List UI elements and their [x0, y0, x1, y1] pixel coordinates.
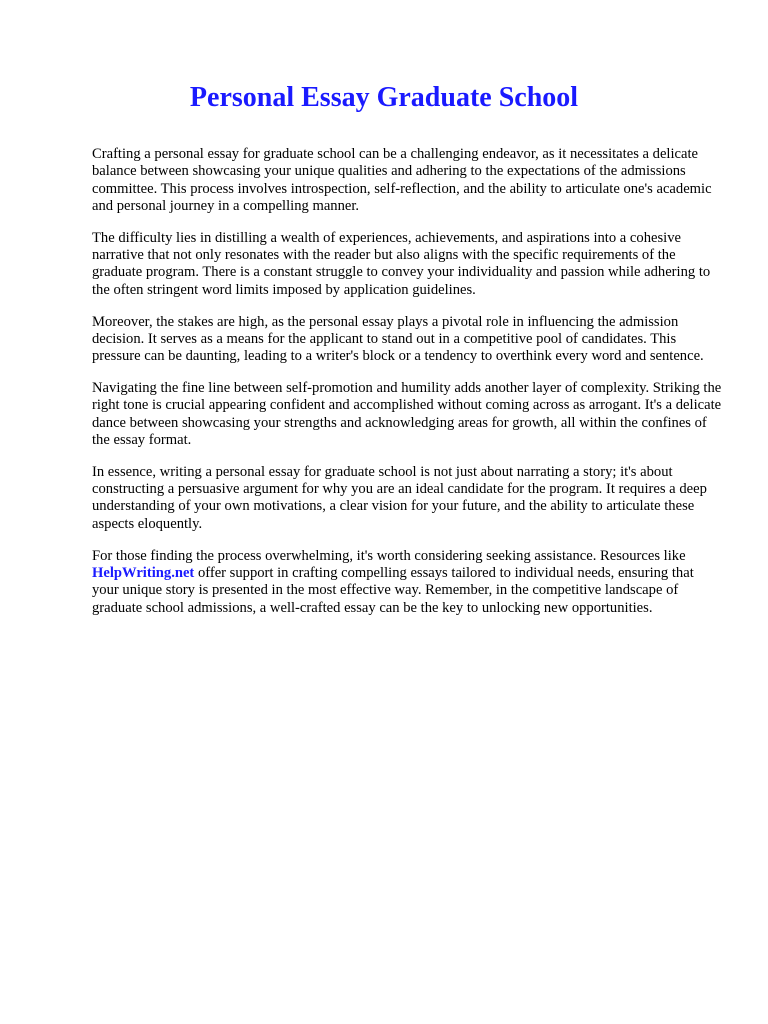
paragraph-6-intro: For those finding the process overwhelming, it's worth considering seeking assistance. Resources like [92, 547, 686, 564]
paragraph-5: In essence, writing a personal essay for graduate school is not just about narrating a story; it's about constructing a persuasive argument for why you are an ideal candidate for the program. It requires a deep understanding of your own motivations, a clear vision for your future, and the ability to articulate these aspects eloquently. [92, 463, 707, 532]
helpwriting-link[interactable]: HelpWriting.net [92, 564, 195, 581]
paragraph-6 [92, 548, 724, 617]
paragraph-4: Navigating the fine line between self-promotion and humility adds another layer of complexity. Striking the right tone is crucial appearing confident and accomplished without coming across as arrogant. It's a delicate dance between showcasing your strengths and acknowledging areas for growth, all within the confines of the essay format. [92, 380, 722, 448]
paragraph-3: Moreover, the stakes are high, as the personal essay plays a pivotal role in influencing the admission decision. It serves as a means for the applicant to stand out in a competitive pool of candidates. This pressure can be daunting, leading to a writer's block or a tendency to overthink every word and sentence. [92, 313, 704, 365]
paragraph-2: The difficulty lies in distilling a wealth of experiences, achievements, and aspirations into a cohesive narrative that not only resonates with the reader but also aligns with the specific requirements of the graduate program. There is a constant struggle to convey your individuality and passion while adhering to the often stringent word limits imposed by application guidelines. [92, 229, 711, 298]
paragraph-6-rest: offer support in crafting compelling essays tailored to individual needs, ensuring that your unique story is presented in the most effective way. Remember, in the competitive landscape of graduate school admissions, a well-crafted essay can be the key to unlocking new opportunities. [92, 564, 694, 616]
document-title: Personal Essay Graduate School [189, 82, 579, 113]
paragraph-1: Crafting a personal essay for graduate school can be a challenging endeavor, as it necessitates a delicate balance between showcasing your unique qualities and adhering to the expectations of the admissions committee. This process involves introspection, self-reflection, and the ability to articulate one's academic and personal journey in a compelling manner. [92, 146, 712, 214]
document-body [92, 146, 724, 631]
